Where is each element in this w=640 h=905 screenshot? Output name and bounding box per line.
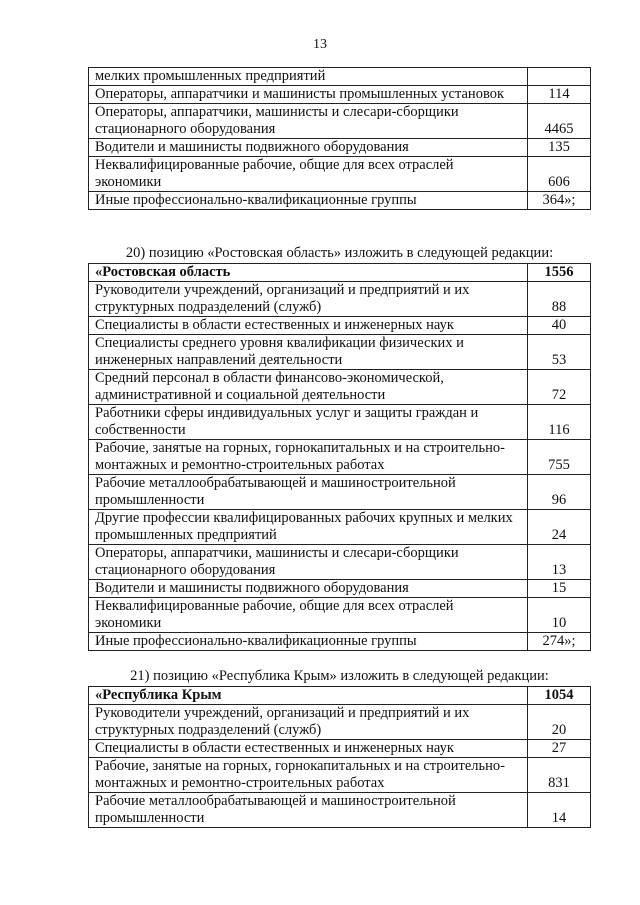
- table-row: [89, 335, 591, 370]
- count-cell: 15: [528, 580, 591, 598]
- amendment-21-lead: 21) позицию «Республика Крым» изложить в следующей редакции:: [130, 668, 549, 684]
- table-row: [89, 545, 591, 580]
- table-body: [89, 687, 591, 705]
- occupation-group-cell: Специалисты в области естественных и инженерных наук: [89, 317, 528, 335]
- table-row: [89, 705, 591, 740]
- count-cell: [528, 68, 591, 86]
- occupation-group-cell: Рабочие, занятые на горных, горнокапитальных и на строительно-монтажных и ремонтно-строительных работах: [89, 758, 528, 793]
- table-continued: [88, 67, 591, 210]
- occupation-group-cell: Неквалифицированные рабочие, общие для всех отраслей экономики: [89, 598, 528, 633]
- count-cell: 135: [528, 139, 591, 157]
- table-row: [89, 282, 591, 317]
- table-row: [89, 740, 591, 758]
- table-row: [89, 370, 591, 405]
- table-row: [89, 192, 591, 210]
- count-cell: 10: [528, 598, 591, 633]
- table-row: [89, 633, 591, 651]
- occupation-group-cell: Водители и машинисты подвижного оборудования: [89, 580, 528, 598]
- count-cell: 20: [528, 705, 591, 740]
- occupation-group-cell: Операторы, аппаратчики и машинисты промышленных установок: [89, 86, 528, 104]
- table-row: [89, 86, 591, 104]
- occupation-group-cell: Другие профессии квалифицированных рабочих крупных и мелких промышленных предприятий: [89, 510, 528, 545]
- table-row: [89, 405, 591, 440]
- count-cell: 27: [528, 740, 591, 758]
- occupation-group-cell: Операторы, аппаратчики, машинисты и слесари-сборщики стационарного оборудования: [89, 104, 528, 139]
- occupation-group-cell: Специалисты среднего уровня квалификации физических и инженерных направлений деятельности: [89, 335, 528, 370]
- count-cell: 53: [528, 335, 591, 370]
- occupation-group-cell: Иные профессионально-квалификационные группы: [89, 633, 528, 651]
- count-cell: 114: [528, 86, 591, 104]
- region-total: 1556: [528, 264, 591, 282]
- occupation-group-cell: Руководители учреждений, организаций и предприятий и их структурных подразделений (служб): [89, 282, 528, 317]
- table-row: [89, 598, 591, 633]
- table-republic-crimea: [88, 686, 591, 828]
- occupation-group-cell: Операторы, аппаратчики, машинисты и слесари-сборщики стационарного оборудования: [89, 545, 528, 580]
- region-total: 1054: [528, 687, 591, 705]
- table-rostov-oblast: [88, 263, 591, 651]
- count-cell: 40: [528, 317, 591, 335]
- occupation-group-cell: Рабочие, занятые на горных, горнокапитальных и на строительно-монтажных и ремонтно-строительных работах: [89, 440, 528, 475]
- table-row: [89, 317, 591, 335]
- occupation-group-cell: Рабочие металлообрабатывающей и машиностроительной промышленности: [89, 793, 528, 828]
- table-row: [89, 793, 591, 828]
- occupation-group-cell: Руководители учреждений, организаций и предприятий и их структурных подразделений (служб): [89, 705, 528, 740]
- count-cell: 831: [528, 758, 591, 793]
- table-row: [89, 104, 591, 139]
- occupation-group-cell: Водители и машинисты подвижного оборудования: [89, 139, 528, 157]
- table-body: [89, 68, 591, 210]
- table-body: [89, 264, 591, 282]
- count-cell: 274»;: [528, 633, 591, 651]
- count-cell: 14: [528, 793, 591, 828]
- region-name: «Ростовская область: [89, 264, 528, 282]
- count-cell: 606: [528, 157, 591, 192]
- count-cell: 4465: [528, 104, 591, 139]
- table-body-rows: [89, 282, 591, 651]
- table-header-row: [89, 687, 591, 705]
- occupation-group-cell: Рабочие металлообрабатывающей и машиностроительной промышленности: [89, 475, 528, 510]
- count-cell: 24: [528, 510, 591, 545]
- count-cell: 364»;: [528, 192, 591, 210]
- table-row: [89, 157, 591, 192]
- count-cell: 96: [528, 475, 591, 510]
- table-row: [89, 510, 591, 545]
- table-row: [89, 68, 591, 86]
- page-number: 13: [313, 37, 327, 52]
- occupation-group-cell: Неквалифицированные рабочие, общие для всех отраслей экономики: [89, 157, 528, 192]
- count-cell: 72: [528, 370, 591, 405]
- table-row: [89, 475, 591, 510]
- occupation-group-cell: Работники сферы индивидуальных услуг и защиты граждан и собственности: [89, 405, 528, 440]
- count-cell: 88: [528, 282, 591, 317]
- region-name: «Республика Крым: [89, 687, 528, 705]
- occupation-group-cell: мелких промышленных предприятий: [89, 68, 528, 86]
- table-body-rows: [89, 705, 591, 828]
- table-row: [89, 440, 591, 475]
- count-cell: 116: [528, 405, 591, 440]
- table-header-row: [89, 264, 591, 282]
- occupation-group-cell: Иные профессионально-квалификационные группы: [89, 192, 528, 210]
- amendment-20-lead: 20) позицию «Ростовская область» изложить в следующей редакции:: [125, 245, 554, 261]
- count-cell: 755: [528, 440, 591, 475]
- table-row: [89, 758, 591, 793]
- occupation-group-cell: Средний персонал в области финансово-экономической, административной и социальной деятельности: [89, 370, 528, 405]
- count-cell: 13: [528, 545, 591, 580]
- occupation-group-cell: Специалисты в области естественных и инженерных наук: [89, 740, 528, 758]
- table-row: [89, 580, 591, 598]
- table-row: [89, 139, 591, 157]
